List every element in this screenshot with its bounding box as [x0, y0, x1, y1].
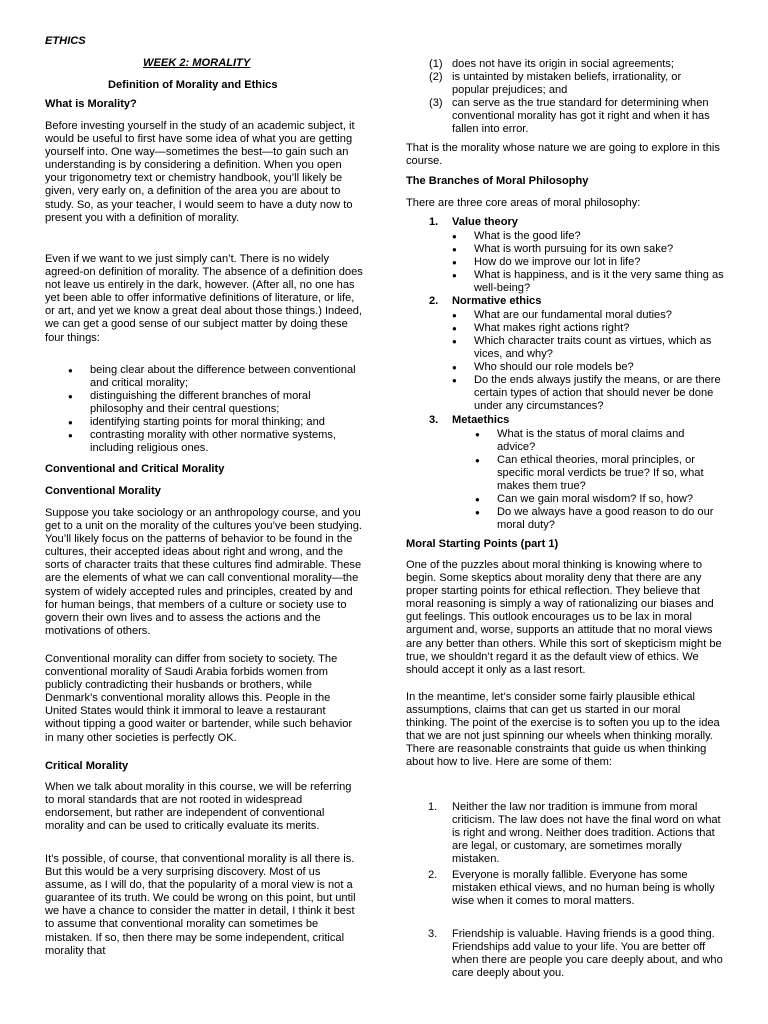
paragraph-puzzles: One of the puzzles about moral thinking is knowing where to begin. Some skeptics about morality deny that there are any proper starting points for ethical reflection. They believe that moral reasoning is simply a way of rationalizing our biases and gut feelings. This outlook encourages us to be lax in moral argument and, worse, supports an attitude that no moral views are any better than others. While this sort of skepticism might be true, we shouldn’t regard it as the default view of ethics. We should accept it only as a last resort. — [406, 559, 722, 676]
branch-normative-ethics: Normative ethics — [452, 295, 542, 307]
list-item: ● identifying starting points for moral thinking; and — [68, 416, 325, 428]
list-item: (1) does not have its origin in social agreements; — [429, 58, 674, 70]
branch-number: 3. — [429, 414, 439, 426]
branch-value-theory: Value theory — [452, 216, 518, 228]
paragraph-possible: It’s possible, of course, that conventional morality is all there is. But this would be a very surprising discovery. Most of us assume, as I will do, that the popularity of a moral view is not a guarantee of its truth. We could be wrong on this point, but until we have a chance to consider the matter in detail, I think it best to assume that conventional morality can sometimes be mistaken. If so, then there may be some independent, critical morality that — [45, 853, 356, 957]
list-item: ● Do we always have a good reason to do our moral duty? — [475, 506, 714, 532]
list-item: ● What is worth pursuing for its own sake? — [452, 243, 674, 255]
paragraph-intro: Before investing yourself in the study of an academic subject, it would be useful to first have some idea of what you are getting yourself into. One way—sometimes the best—to gain such an understanding is by considering a definition. When you open your trigonometry text or chemistry handbook, you’ll likely be given, very early on, a definition of the area you are about to study. So, as your teacher, I would seem to have a duty now to present you with a definition of morality. — [45, 120, 355, 224]
branch-metaethics: Metaethics — [452, 414, 510, 426]
list-item: ● being clear about the difference between conventional and critical morality; — [68, 364, 356, 390]
paragraph-no-definition: Even if we want to we just simply can’t. There is no widely agreed-on definition of morality. The absence of a definition does not leave us entirely in the dark, however. (After all, no one has yet been able to offer informative definitions of literature, or life, or art, and yet we know a great deal about those things.) Indeed, we can get a good sense of our subject matter by doing these four things: — [45, 253, 363, 344]
paragraph-meantime: In the meantime, let’s consider some fairly plausible ethical assumptions, claims that can get us started in our moral thinking. The point of the exercise is to soften you up to the idea that we are not just spinning our wheels when thinking morally. There are reasonable constraints that guide us when thinking about how to live. Here are some of them: — [406, 691, 720, 769]
list-item: ● What is happiness, and is it the very same thing as well-being? — [452, 269, 724, 295]
starting-points-list — [428, 801, 724, 980]
paragraph-that-is: That is the morality whose nature we are going to explore in this course. — [406, 142, 720, 168]
list-item: (2) is untainted by mistaken beliefs, irrationality, or popular prejudices; and — [429, 71, 682, 97]
list-item: ● Can ethical theories, moral principles, or specific moral verdicts be true? If so, what makes them true? — [475, 454, 704, 493]
heading-critical: Critical Morality — [45, 760, 129, 772]
list-item: (3) can serve as the true standard for determining when conventional morality has got it right and when it has fallen into error. — [429, 97, 710, 136]
list-item: ● How do we improve our lot in life? — [452, 256, 641, 268]
list-item: ● What are our fundamental moral duties? — [452, 309, 672, 321]
list-item: 3. Friendship is valuable. Having friends is a good thing. Friendships add value to your life. You are better off when there are people you care deeply about, and who care deeply about you. — [428, 928, 723, 980]
list-item: ● What makes right actions right? — [452, 322, 630, 334]
four-things-list — [68, 364, 360, 455]
normative-ethics-questions — [452, 309, 724, 413]
branch-number: 2. — [429, 295, 439, 307]
value-theory-questions — [452, 230, 724, 295]
heading-conventional: Conventional Morality — [45, 485, 161, 497]
course-label: ETHICS — [45, 35, 86, 47]
week-title: WEEK 2: MORALITY — [143, 57, 251, 69]
list-item: 2. Everyone is morally fallible. Everyone has some mistaken ethical views, and no human being is wholly wise when it comes to moral matters. — [428, 869, 715, 908]
heading-conventional-critical: Conventional and Critical Morality — [45, 463, 225, 475]
branch-number: 1. — [429, 216, 439, 228]
list-item: ● What is the status of moral claims and advice? — [475, 428, 685, 454]
list-item: ● Do the ends always justify the means, or are there certain types of action that should never be done under any circumstances? — [452, 374, 721, 413]
list-item: ● What is the good life? — [452, 230, 581, 242]
list-item: ● contrasting morality with other normative systems, including religious ones. — [68, 429, 336, 455]
paragraph-three-areas: There are three core areas of moral philosophy: — [406, 197, 641, 209]
list-item: ● Can we gain moral wisdom? If so, how? — [475, 493, 694, 505]
heading-branches: The Branches of Moral Philosophy — [406, 175, 589, 187]
list-item: ● Who should our role models be? — [452, 361, 634, 373]
heading-starting-points: Moral Starting Points (part 1) — [406, 538, 559, 550]
paragraph-differs: Conventional morality can differ from society to society. The conventional morality of Saudi Arabia forbids women from publicly contradicting their husbands or brothers, while Denmark’s conventional morality allows this. People in the United States would think it immoral to leave a restaurant without tipping a good waiter or bartender, while such behavior in many other societies is perfectly OK. — [45, 653, 353, 744]
critical-morality-criteria — [429, 58, 719, 136]
paragraph-conventional: Suppose you take sociology or an anthropology course, and you get to a unit on the morality of the cultures you’ve been studying. You’ll likely focus on the patterns of behavior to be found in the cultures, their accepted ideas about right and wrong, and the sorts of character traits that these cultures find admirable. These are the elements of what we can call conventional morality—the system of widely accepted rules and principles, created by and for human beings, that members of a culture or society use to govern their own lives and to assess the actions and the motivations of others. — [45, 507, 362, 637]
metaethics-questions — [475, 428, 722, 532]
paragraph-critical: When we talk about morality in this course, we will be referring to moral standards that are not rooted in widespread endorsement, but rather are independent of conventional morality and can be used to critically evaluate its merits. — [45, 781, 352, 833]
page-title: Definition of Morality and Ethics — [108, 79, 278, 91]
heading-what-is-morality: What is Morality? — [45, 98, 137, 110]
list-item: ● distinguishing the different branches of moral philosophy and their central questions; — [68, 390, 311, 416]
list-item: ● Which character traits count as virtues, which as vices, and why? — [452, 335, 712, 361]
list-item: 1. Neither the law nor tradition is immune from moral criticism. The law does not have the final word on what is right and wrong. Neither does tradition. Actions that are legal, or customary, are sometimes morally mistaken. — [428, 801, 721, 866]
